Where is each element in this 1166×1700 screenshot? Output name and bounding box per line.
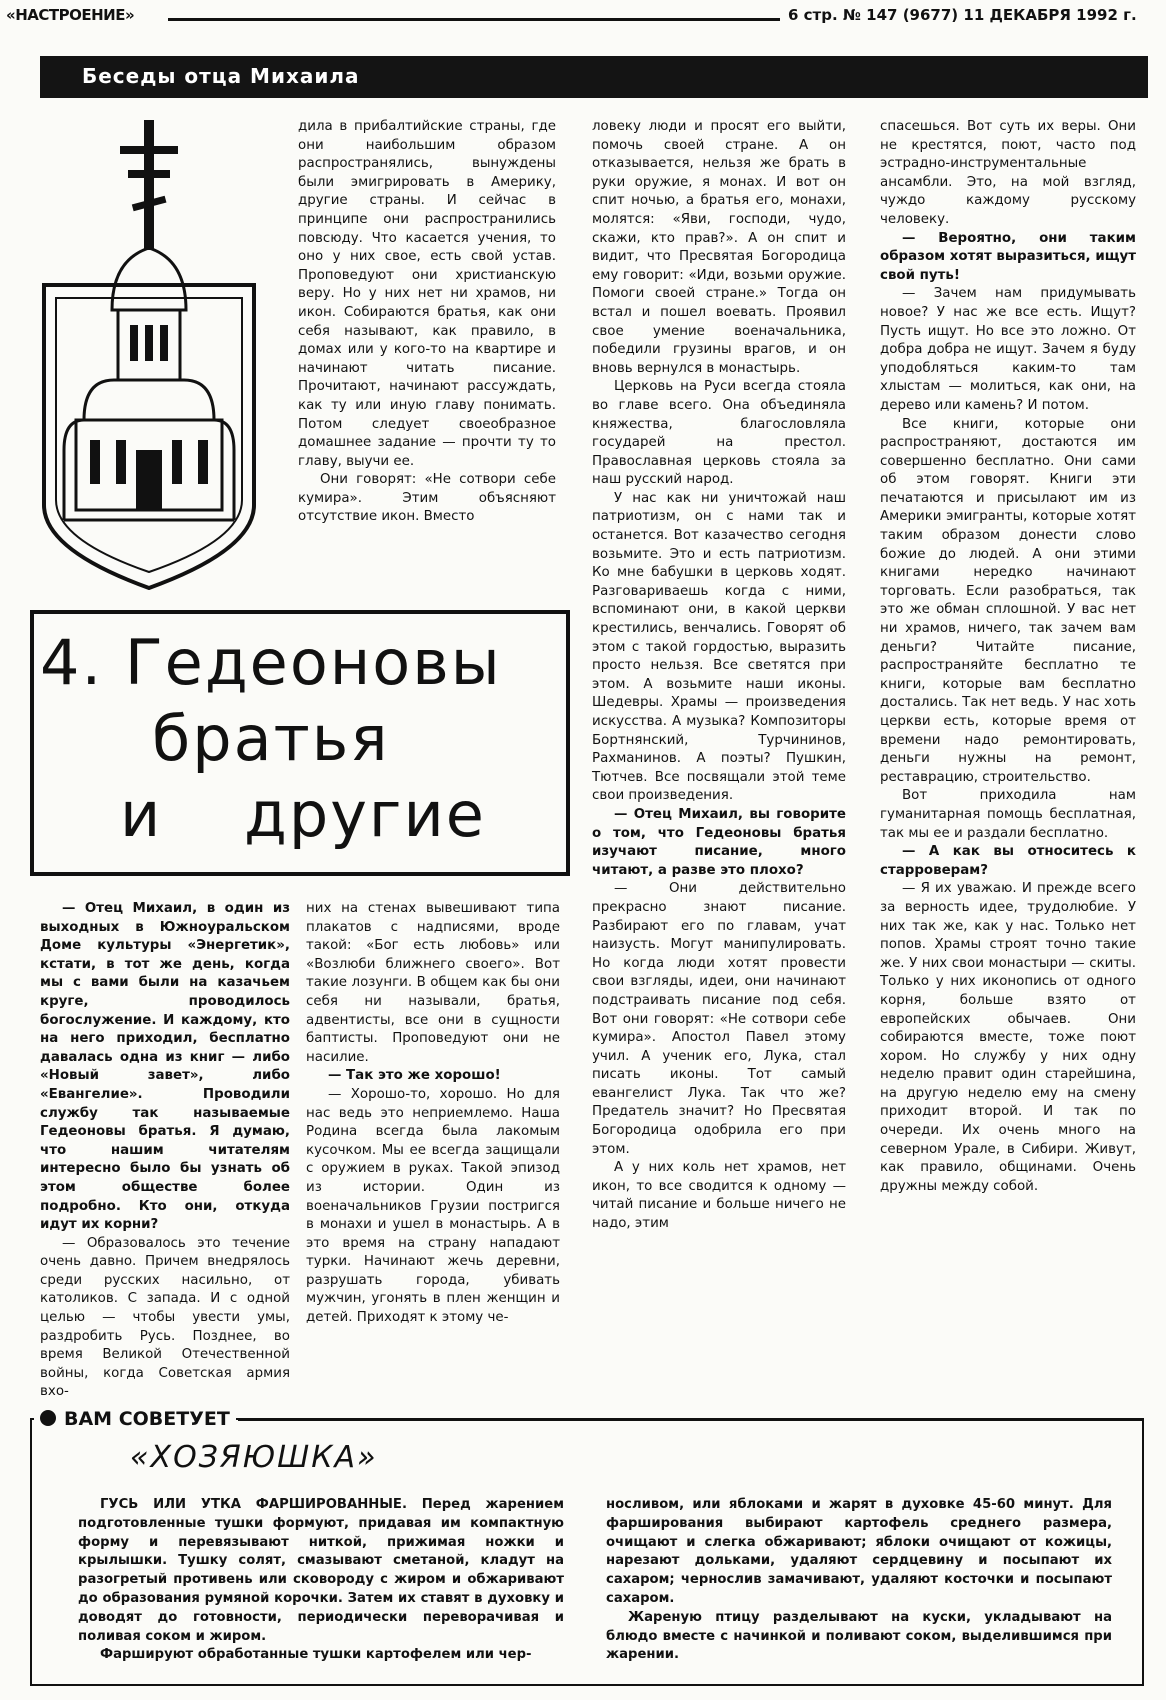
church-emblem-icon bbox=[24, 120, 274, 590]
paragraph: — Зачем нам придумывать новое? У нас же все есть. Ищут? Пусть ищут. Но все это ложно. От добра добра не ищут. Зачем я буду уподобляться каким-то там хлыстам — молиться, как они, на дерево или камень? И потом. bbox=[880, 286, 1136, 413]
question-paragraph: — Отец Михаил, в один из выходных в Южноуральском Доме культуры «Энергетик», кстати, в тот же день, когда мы с вами были на казачьем круге, проводилось богослужение. И каждому, кто на него приходил, бесплатно давалась одна из книг — либо «Новый завет», либо «Евангелие». Проводили службу так называемые Гедеоновы братья. Я думаю, что нашим читателям интересно было бы узнать об этом обществе более подробно. Кто они, откуда идут их корни? bbox=[40, 901, 290, 1233]
paragraph: — Они действительно прекрасно знают писание. Разбирают его по главам, учат наизусть. Могут манипулировать. Но когда люди хотят провести свои взгляды, идеи, они начинают подстраивать писание под себя. Вот они говорят: «Не сотвори себе кумира». Апостол Павел этому учил. А ученик его, Лука, стал писать иконы. Тот самый евангелист Лука. Так что же? Предатель значит? Но Пресвятая Богородица одобрила его при этом. bbox=[592, 881, 846, 1157]
paragraph: У нас как ни уничтожай наш патриотизм, он с нами так и останется. Вот казачество сегодня возьмите. Это и есть патриотизм. Ко мне бабушки в церковь ходят. Разговариваешь когда с ними, вспоминают они, в какой церкви крестились, венчались. Говорят об этом с такой гордостью, выразить просто нельзя. Все светятся при этом. А возьмите наши иконы. Шедевры. Храмы — произведения искусства. А музыка? Композиторы Бортнянский, Турчининов, Рахманинов. А поэты? Пушкин, Тютчев. Все посвящали этой теме свои произведения. bbox=[592, 490, 846, 804]
rubric-title: Беседы отца Михаила bbox=[82, 64, 360, 88]
recipe-paragraph: Жареную птицу разделывают на куски, укладывают на блюдо вместе с начинкой и поливают соком, выделившимся при жарении. bbox=[606, 1609, 1112, 1663]
header-rule bbox=[168, 18, 780, 21]
article-column-1 bbox=[40, 900, 290, 1402]
advice-rule bbox=[238, 1419, 1144, 1421]
recipe-paragraph: ГУСЬ ИЛИ УТКА ФАРШИРОВАННЫЕ. Перед жарением подготовленные тушки формуют, придавая им компактную форму и перевязывают ниткой, прижимая ножки и крылышки. Тушку солят, смазывают сметаной, кладут на разогретый противень или сковороду с жиром и обжаривают до образования румяной корочки. Затем их ставят в духовку и доводят до готовности, периодически переворачивая и поливая соком и жиром. bbox=[78, 1497, 564, 1644]
bullet-icon bbox=[40, 1410, 56, 1426]
paragraph: ловеку люди и просят его выйти, помочь своей стране. А он отказывается, нельзя же брать в руки оружие, я монах. И вот он спит ночью, а братья его, монахи, молятся: «Яви, господи, чудо, скажи, кто прав?». А он спит и видит, что Пресвятая Богородица ему говорит: «Иди, возьми оружие. Помоги своей стране.» Тогда он встал и пошел воевать. Проявил свое умение военачальника, победили грузины врагов, и он вновь вернулся в монастырь. bbox=[592, 119, 846, 376]
paragraph: спасешься. Вот суть их веры. Они не крестятся, поют, часто под эстрадно-инструментальные ансамбли. Это, на мой взгляд, чуждо каждому русскому человеку. bbox=[880, 119, 1136, 227]
paragraph: Вот приходила нам гуманитарная помощь бесплатная, так мы ее и раздали бесплатно. bbox=[880, 788, 1136, 841]
paragraph: Они говорят: «Не сотвори себе кумира». Этим объясняют отсутствие икон. Вместо bbox=[298, 472, 556, 525]
article-column-2-bottom bbox=[306, 900, 560, 1328]
paragraph: дила в прибалтийские страны, где они наибольшим образом распространялись, вынуждены были эмигрировать в Америку, другие страны. И сейчас в принципе они распространились повсюду. Что касается учения, то оно у них свое, есть свой устав. Проповедуют они христианскую веру. Но у них нет ни храмов, ни икон. Собираются братья, как они себя называют, как правило, в домах или у кого-то на квартире и начинают читать писание. Прочитают, начинают рассуждать, как ту или иную главу понимать. Потом следует своеобразное домашнее задание — прочти ту то главу, выучи ее. bbox=[298, 119, 556, 469]
question-paragraph: — А как вы относитесь к старроверам? bbox=[880, 844, 1136, 878]
paragraph: — Образовалось это течение очень давно. Причем внедрялось среди русских насильно, от католиков. С запада. И с одной целью — чтобы увести умы, раздробить Русь. Позднее, во время Великой Отечественной войны, когда Советская армия вхо- bbox=[40, 1235, 290, 1400]
section-name: «НАСТРОЕНИЕ» bbox=[6, 6, 135, 24]
advice-heading bbox=[34, 1408, 236, 1430]
article-column-2-top bbox=[298, 118, 556, 527]
headline-line-1: 4. Гедеоновы bbox=[40, 626, 502, 699]
paragraph: Все книги, которые они распространяют, достаются им совершенно бесплатно. Они сами об этом говорят. Книги эти печатаются и присылают им из Америки эмигранты, которые хотят таким образом донести слово божие до людей. А они этими книгами нередко начинают торговать. Если разобраться, так это же обман сплошной. У вас нет ни храмов, ничего, так зачем вам деньги? Читайте писание, распространяйте бесплатно те книги, которые вам бесплатно достались. Так нет ведь. У нас хоть церкви есть, которые время от времени надо ремонтировать, деньги нужны на ремонт, реставрацию, строительство. bbox=[880, 416, 1136, 785]
issue-info: 6 стр. № 147 (9677) 11 ДЕКАБРЯ 1992 г. bbox=[788, 6, 1137, 24]
recipe-column-right bbox=[606, 1496, 1112, 1665]
magazine-name: «ХОЗЯЮШКА» bbox=[130, 1440, 378, 1475]
question-paragraph: — Отец Михаил, вы говорите о том, что Гедеоновы братья изучают писание, много читают, а разве это плохо? bbox=[592, 806, 846, 878]
paragraph: А у них коль нет храмов, нет икон, то все сводится к одному — читай писание и больше ничего не надо, этим bbox=[592, 1160, 846, 1232]
recipe-paragraph: носливом, или яблоками и жарят в духовке 45-60 минут. Для фарширования выбирают картофель среднего размера, очищают и слегка обжаривают; яблоки очищают от кожицы, нарезают дольками, удаляют сердцевину и посыпают их сахаром; чернослив замачивают, удаляют косточки и посыпают сахаром. bbox=[606, 1497, 1112, 1606]
question-paragraph: — Вероятно, они таким образом хотят выразиться, ищут свой путь! bbox=[880, 230, 1136, 283]
recipe-column-left bbox=[78, 1496, 564, 1665]
advice-heading-text: ВАМ СОВЕТУЕТ bbox=[64, 1408, 230, 1430]
article-column-3 bbox=[592, 118, 846, 1234]
paragraph: них на стенах вывешивают типа плакатов с надписями, вроде такой: «Бог есть любовь» или «Возлюби ближнего своего». Вот такие лозунги. В общем как бы они себя ни называли, братья, адвентисты, все они в сущности баптисты. Проповедуют они не насилие. bbox=[306, 901, 560, 1065]
question-paragraph: — Так это же хорошо! bbox=[328, 1068, 501, 1084]
headline-line-3-and: и bbox=[120, 778, 163, 851]
headline-line-2: братья bbox=[152, 702, 390, 775]
paragraph: Церковь на Руси всегда стояла во главе всего. Она объединяла княжества, благословляла государей на престол. Православная церковь стояла за наш русский народ. bbox=[592, 379, 846, 488]
paragraph: — Я их уважаю. И прежде всего за верность идее, трудолюбие. У них так же, как у нас. Только нет попов. Храмы строят точно такие же. У них свои монастыри — скиты. Только у них иконопись от одного корня, больше взято от европейских обычаев. Они собираются вместе, тоже поют хором. Но службу у них одну неделю правит один старейшина, на другую неделю ему на смену приходит второй. И так по очереди. Их очень много на северном Урале, в Сибири. Живут, как правило, общинами. Очень дружны между собой. bbox=[880, 881, 1136, 1194]
recipe-paragraph: Фаршируют обработанные тушки картофелем или чер- bbox=[100, 1647, 532, 1663]
headline-box bbox=[30, 610, 570, 876]
headline-line-3-others: другие bbox=[244, 778, 486, 851]
rubric-bar bbox=[40, 56, 1148, 98]
paragraph: — Хорошо-то, хорошо. Но для нас ведь это неприемлемо. Наша Родина всегда была лакомым кусочком. Мы ее всегда защищали с оружием в руках. Такой эпизод из истории. Один из военачальников Грузии постригся в монахи и ушел в монастырь. А в это время на страну нападают турки. Начинают жечь деревни, разрушать города, убивать мужчин, угонять в плен женщин и детей. Приходят к этому че- bbox=[306, 1086, 560, 1326]
article-column-4 bbox=[880, 118, 1136, 1196]
